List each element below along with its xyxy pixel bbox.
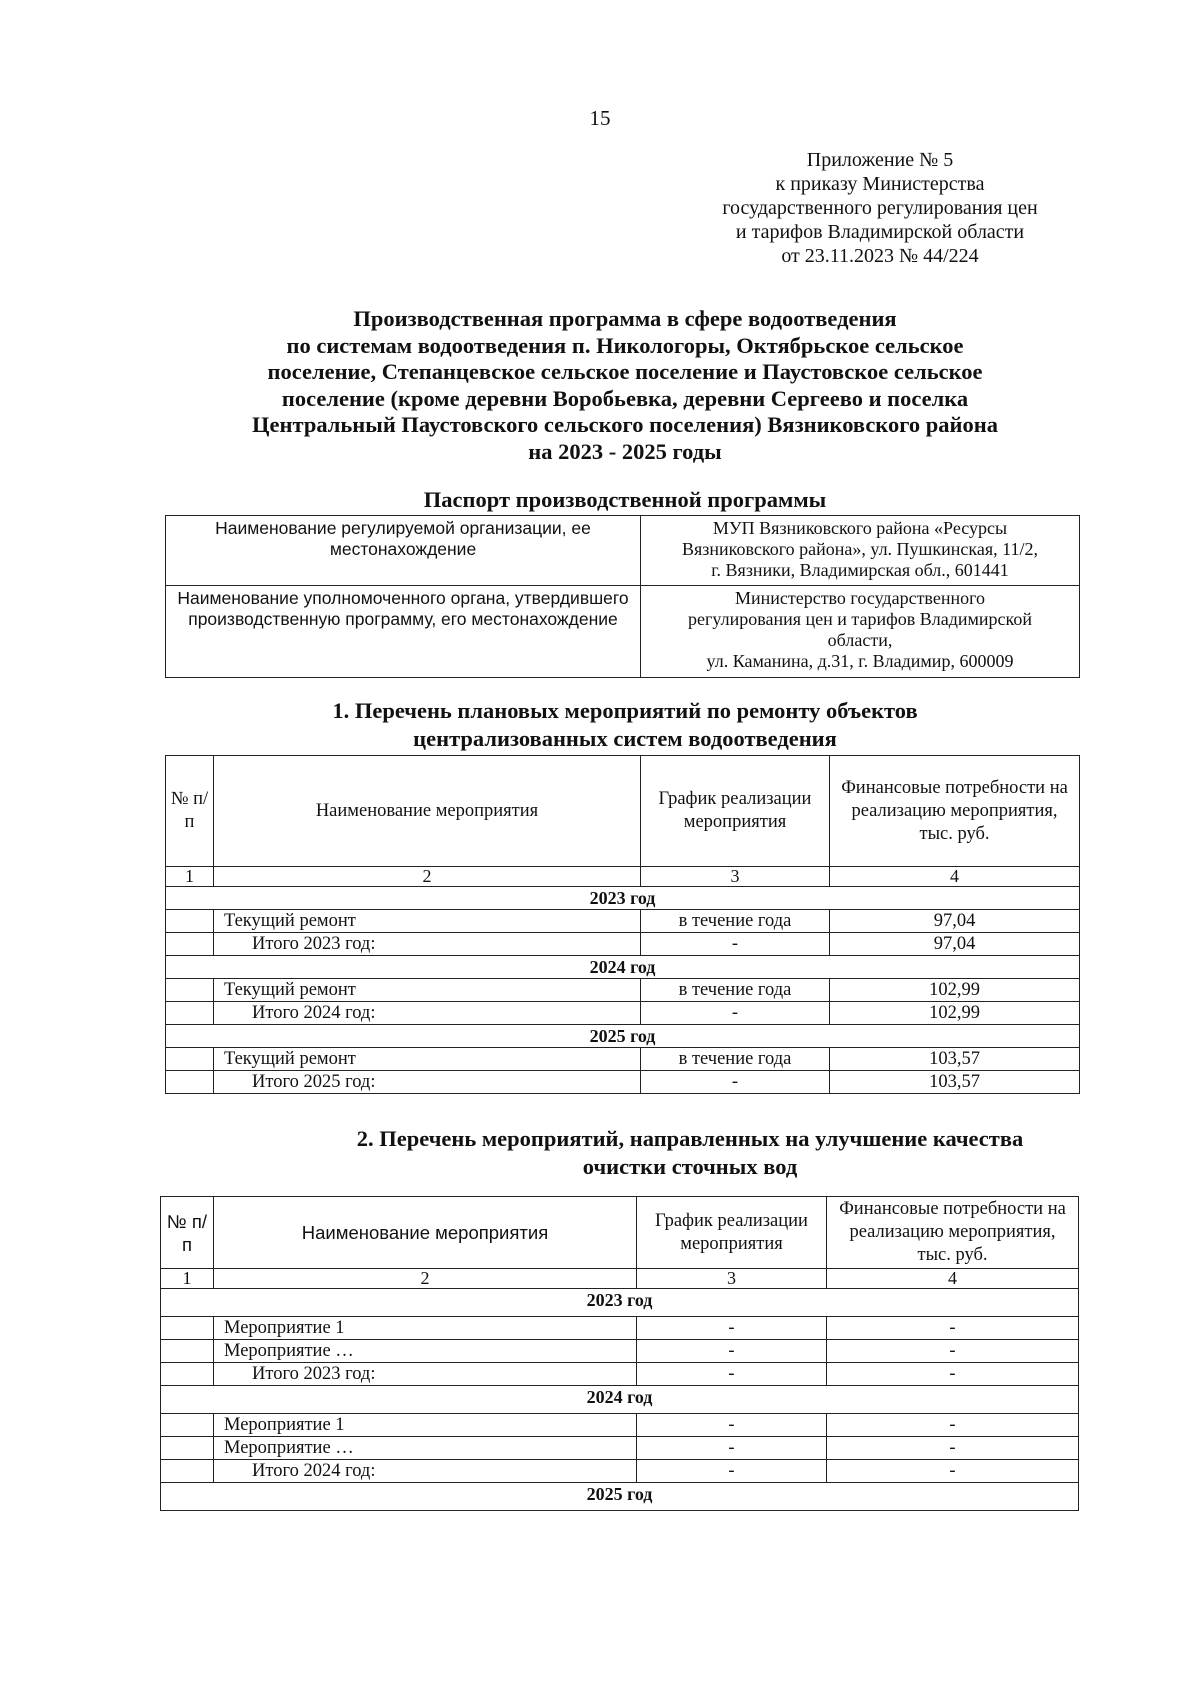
section-title-line: централизованных систем водоотведения xyxy=(413,726,837,751)
cell-amount: 102,99 xyxy=(830,1002,1080,1025)
passport-row xyxy=(166,586,1080,678)
cell-schedule: - xyxy=(637,1340,827,1363)
table-row xyxy=(166,979,1080,1002)
appendix-line: Приложение № 5 xyxy=(806,149,954,171)
section-title-line: 2. Перечень мероприятий, направленных на улучшение качества xyxy=(356,1126,1024,1151)
appendix-line: от 23.11.2023 № 44/224 xyxy=(781,245,979,267)
header-finance: Финансовые потребности на реализацию мероприятия, тыс. руб. xyxy=(827,1197,1079,1269)
table-row xyxy=(166,910,1080,933)
table-header xyxy=(161,1197,1079,1269)
column-number: 2 xyxy=(214,1269,637,1289)
repair-measures-table xyxy=(165,755,1080,1094)
cell-name: Текущий ремонт xyxy=(214,1048,641,1071)
cell-schedule: - xyxy=(641,1002,830,1025)
column-number: 4 xyxy=(827,1269,1079,1289)
cell-number xyxy=(161,1363,214,1386)
cell-schedule: - xyxy=(637,1414,827,1437)
column-number: 3 xyxy=(641,867,830,887)
table-header xyxy=(166,756,1080,867)
cell-number xyxy=(161,1414,214,1437)
cell-number xyxy=(166,933,214,956)
cell-schedule: в течение года xyxy=(641,1048,830,1071)
passport-value-line: г. Вязники, Владимирская обл., 601441 xyxy=(711,560,1009,580)
cell-name: Итого 2023 год: xyxy=(214,933,641,956)
document-title xyxy=(160,306,1090,465)
cell-schedule: - xyxy=(637,1363,827,1386)
cell-schedule: в течение года xyxy=(641,910,830,933)
section1-title xyxy=(160,697,1090,753)
total-row xyxy=(161,1363,1079,1386)
section-title-line: очистки сточных вод xyxy=(582,1154,798,1179)
cell-number xyxy=(166,1002,214,1025)
appendix-line: и тарифов Владимирской области xyxy=(735,221,1025,243)
header-finance: Финансовые потребности на реализацию мероприятия, тыс. руб. xyxy=(830,756,1080,867)
cell-name: Мероприятие 1 xyxy=(214,1414,637,1437)
year-label: 2024 год xyxy=(161,1386,1079,1414)
cell-amount: 97,04 xyxy=(830,910,1080,933)
header-number: № п/п xyxy=(161,1197,214,1269)
cell-number xyxy=(166,1048,214,1071)
appendix-note xyxy=(690,148,1070,268)
passport-value-line: МУП Вязниковского района «Ресурсы xyxy=(712,518,1008,538)
cell-name: Текущий ремонт xyxy=(214,979,641,1002)
column-number: 2 xyxy=(214,867,641,887)
column-numbers-row xyxy=(166,867,1080,887)
cell-amount: 97,04 xyxy=(830,933,1080,956)
passport-value-line: ул. Каманина, д.31, г. Владимир, 600009 xyxy=(706,651,1014,671)
title-line: Центральный Паустовского сельского поселения) Вязниковского района xyxy=(252,412,998,437)
cell-amount: - xyxy=(827,1437,1079,1460)
passport-label: Наименование регулируемой организации, ее местонахождение xyxy=(166,516,641,586)
table-row xyxy=(161,1414,1079,1437)
cell-name: Текущий ремонт xyxy=(214,910,641,933)
cell-schedule: - xyxy=(637,1317,827,1340)
year-row xyxy=(166,956,1080,979)
wastewater-quality-table xyxy=(160,1196,1079,1511)
cell-name: Итого 2024 год: xyxy=(214,1002,641,1025)
cell-number xyxy=(166,1071,214,1094)
title-line: поселение (кроме деревни Воробьевка, деревни Сергеево и поселка xyxy=(281,385,969,411)
header-schedule: График реализации мероприятия xyxy=(637,1197,827,1269)
year-label: 2024 год xyxy=(166,956,1080,979)
cell-amount: - xyxy=(827,1317,1079,1340)
year-label: 2023 год xyxy=(161,1289,1079,1317)
passport-row xyxy=(166,516,1080,586)
passport-value-line: регулирования цен и тарифов Владимирской xyxy=(688,609,1032,629)
passport-title: Паспорт производственной программы xyxy=(423,487,827,512)
cell-amount: - xyxy=(827,1460,1079,1483)
column-number: 3 xyxy=(637,1269,827,1289)
cell-amount: 103,57 xyxy=(830,1071,1080,1094)
cell-name: Мероприятие 1 xyxy=(214,1317,637,1340)
year-row xyxy=(166,887,1080,910)
cell-schedule: - xyxy=(637,1460,827,1483)
title-line: поселение, Степанцевское сельское поселение и Паустовское сельское xyxy=(267,359,983,384)
total-row xyxy=(166,933,1080,956)
passport-value-line: Министерство государственного xyxy=(734,588,986,608)
passport-value xyxy=(641,586,1080,678)
passport-value-line: области, xyxy=(827,630,893,650)
cell-amount: 102,99 xyxy=(830,979,1080,1002)
title-line: на 2023 - 2025 годы xyxy=(528,438,722,464)
cell-schedule: в течение года xyxy=(641,979,830,1002)
header-name: Наименование мероприятия xyxy=(214,1197,637,1269)
column-number: 1 xyxy=(161,1269,214,1289)
cell-schedule: - xyxy=(641,933,830,956)
total-row xyxy=(166,1071,1080,1094)
cell-number xyxy=(161,1460,214,1483)
section2-title xyxy=(260,1125,1120,1181)
passport-value-line: Вязниковского района», ул. Пушкинская, 11/2, xyxy=(681,539,1038,559)
year-row xyxy=(161,1483,1079,1511)
cell-amount: - xyxy=(827,1414,1079,1437)
header-number: № п/п xyxy=(166,756,214,867)
appendix-line: государственного регулирования цен xyxy=(722,197,1038,219)
cell-name: Итого 2023 год: xyxy=(214,1363,637,1386)
cell-schedule: - xyxy=(641,1071,830,1094)
cell-schedule: - xyxy=(637,1437,827,1460)
cell-number xyxy=(161,1340,214,1363)
year-label: 2025 год xyxy=(161,1483,1079,1511)
header-schedule: График реализации мероприятия xyxy=(641,756,830,867)
section-title-line: 1. Перечень плановых мероприятий по ремонту объектов xyxy=(332,698,918,723)
year-label: 2025 год xyxy=(166,1025,1080,1048)
cell-name: Мероприятие … xyxy=(214,1340,637,1363)
title-line: по системам водоотведения п. Никологоры, Октябрьское сельское xyxy=(286,332,964,358)
total-row xyxy=(161,1460,1079,1483)
cell-number xyxy=(161,1317,214,1340)
cell-number xyxy=(166,979,214,1002)
cell-number xyxy=(166,910,214,933)
title-line: Производственная программа в сфере водоотведения xyxy=(353,306,897,331)
column-number: 4 xyxy=(830,867,1080,887)
cell-amount: - xyxy=(827,1340,1079,1363)
year-label: 2023 год xyxy=(166,887,1080,910)
passport-value xyxy=(641,516,1080,586)
cell-name: Итого 2025 год: xyxy=(214,1071,641,1094)
cell-name: Итого 2024 год: xyxy=(214,1460,637,1483)
cell-amount: - xyxy=(827,1363,1079,1386)
year-row xyxy=(161,1386,1079,1414)
column-numbers-row xyxy=(161,1269,1079,1289)
total-row xyxy=(166,1002,1080,1025)
table-row xyxy=(161,1317,1079,1340)
cell-name: Мероприятие … xyxy=(214,1437,637,1460)
header-name: Наименование мероприятия xyxy=(214,756,641,867)
table-row xyxy=(161,1437,1079,1460)
passport-table xyxy=(165,515,1080,678)
appendix-line: к приказу Министерства xyxy=(775,173,985,195)
table-row xyxy=(166,1048,1080,1071)
year-row xyxy=(161,1289,1079,1317)
cell-amount: 103,57 xyxy=(830,1048,1080,1071)
year-row xyxy=(166,1025,1080,1048)
table-row xyxy=(161,1340,1079,1363)
passport-label: Наименование уполномоченного органа, утвердившего производственную программу, его местонахождение xyxy=(166,586,641,678)
cell-number xyxy=(161,1437,214,1460)
column-number: 1 xyxy=(166,867,214,887)
page-number: 15 xyxy=(589,106,611,130)
